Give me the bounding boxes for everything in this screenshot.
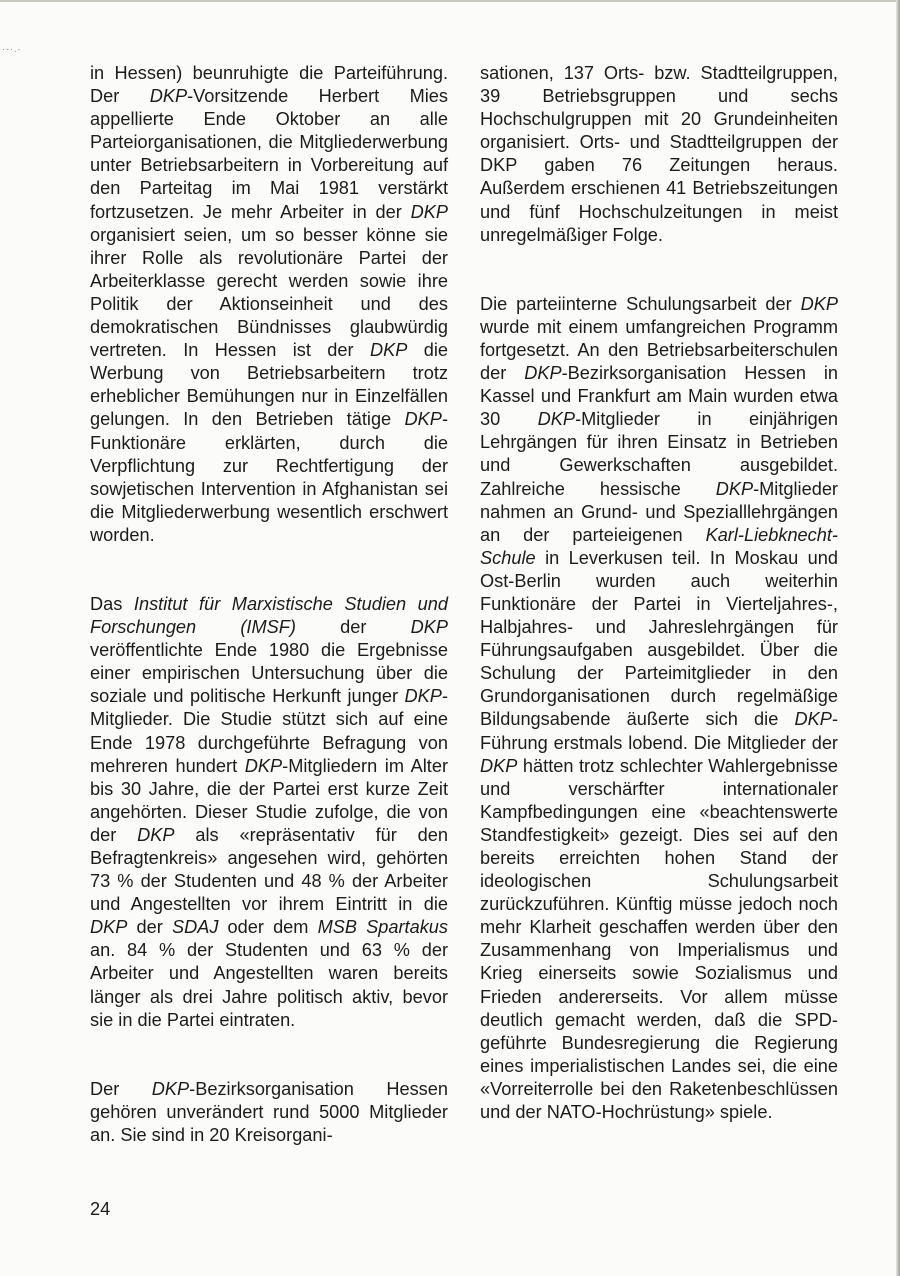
italic-term: DKP: [794, 709, 832, 730]
text-run: hätten trotz schlechter Wahlergebnisse und verschärfter internationaler Kampfbedingungen eine «beachtenswerte Standfestigkeit» gezeigt. Dies sei auf den bereits erreichten hohen Stand der ideologischen Schulungsarbeit zurückzuführen. Künftig müsse jedoch noch mehr Klarheit geschaffen werden über den Zusammenhang von Imperialismus und Krieg einerseits sowie Sozialismus und Frieden andererseits. Vor allem müsse deutlich gemacht werden, daß die SPD-geführte Bundesregierung die Regierung eines imperialistischen Landes sei, die eine «Vorreiterrolle bei den Raketenbeschlüssen und der NATO-Hochrüstung» spiele.: [480, 755, 838, 1123]
page-number: 24: [90, 1199, 111, 1219]
italic-term: DKP: [410, 201, 448, 222]
text-run: an. 84 % der Studenten und 63 % der Arbeiter und Angestellten waren bereits länger als drei Jahre politisch aktiv, bevor sie in die Partei eintraten.: [90, 940, 448, 1030]
italic-term: DKP: [244, 755, 283, 776]
text-run: wurde mit einem umfangreichen Programm fortgesetzt. An den Betriebsarbeiterschulen der: [480, 316, 838, 384]
left-text-column: [90, 62, 448, 1147]
italic-term: DKP: [410, 617, 448, 638]
paragraph-party-recruitment: [90, 62, 448, 547]
scan-margin-mark: ·-·.·: [2, 44, 22, 54]
italic-term: Karl-Liebknecht-Schule: [480, 524, 838, 568]
italic-term: Institut für Marxistische Studien und Forschungen (IMSF): [90, 593, 448, 638]
page-right-edge: [896, 0, 900, 1276]
text-run: -Funktionäre erklärten, durch die Verpflichtung zur Rechtfertigung der sowjetischen Intervention in Afghanistan sei die Mitgliederwerbung wesentlich erschwert worden.: [90, 409, 448, 545]
text-run: organisiert seien, um so besser könne sie ihrer Rolle als revolutionäre Partei der Arbeiterklasse gerecht werden sowie ihre Politik der Aktionseinheit und des demokratischen Bündnisses glaubwürdig vertreten. In Hessen ist der: [90, 224, 448, 361]
text-run: -Vorsitzende Herbert Mies appellierte Ende Oktober an alle Parteiorganisationen, die Mitgliederwerbung unter Betriebsarbeitern in Vorbereitung auf den Parteitag im Mai 1981 verstärkt fortzusetzen. Je mehr Arbeiter in der: [90, 86, 448, 222]
text-run: -Mitgliedern im Alter bis 30 Jahre, die der Partei erst kurze Zeit angehörten. Dieser Studie zufolge, die von der: [90, 755, 448, 845]
italic-term: MSB Spartakus: [317, 917, 448, 938]
italic-term: DKP: [480, 755, 518, 776]
italic-term: DKP: [524, 363, 562, 384]
text-run: als «repräsentativ für den Befragtenkreis» angesehen wird, gehörten 73 % der Studenten und 48 % der Arbeiter und Angestellten vor ihrem Eintritt in die: [90, 824, 448, 915]
text-run: oder dem: [218, 917, 318, 938]
text-run: Die parteiinterne Schulungsarbeit der: [480, 293, 801, 314]
paragraph-hessen-groups: [480, 62, 838, 247]
italic-term: DKP: [800, 293, 838, 314]
paragraph-hessen-membership: [90, 1078, 448, 1147]
text-run: -Mitglieder in einjährigen Lehrgängen für ihren Einsatz in Betrieben und Gewerkschaften ausgebildet. Zahlreiche hessische: [480, 409, 838, 499]
text-run: -Bezirksorganisation Hessen gehören unverändert rund 5000 Mitglieder an. Sie sind in 20 Kreisorgani-: [90, 1078, 448, 1145]
italic-term: DKP: [404, 686, 442, 707]
italic-term: DKP: [149, 86, 188, 107]
text-run: -Bezirksorganisation Hessen in Kassel und Frankfurt am Main wurden etwa 30: [480, 363, 839, 430]
italic-term: DKP: [715, 478, 754, 499]
text-run: der: [127, 917, 172, 938]
text-run: sationen, 137 Orts- bzw. Stadtteilgruppen, 39 Betriebsgruppen und sechs Hochschulgruppen mit 20 Grundeinheiten organisiert. Orts- und Stadtteilgruppen der DKP gaben 76 Zeitungen heraus. Außerdem erschienen 41 Betriebszeitungen und fünf Hochschulzeitungen in meist unregelmäßiger Folge.: [480, 63, 838, 245]
italic-term: DKP: [537, 409, 576, 430]
text-run: in Leverkusen teil. In Moskau und Ost-Berlin wurden auch weiterhin Funktionäre der Partei in Vierteljahres-, Halbjahres- und Jahreslehrgängen für Führungsaufgaben ausgebildet. Über die Schulung der Parteimitglieder in den Grundorganisationen durch regelmäßige Bildungsabende äußerte sich die: [480, 547, 838, 730]
right-text-column: [480, 62, 838, 1124]
italic-term: DKP: [369, 340, 408, 361]
text-run: veröffentlichte Ende 1980 die Ergebnisse einer empirischen Untersuchung über die soziale und politische Herkunft junger: [90, 640, 448, 707]
italic-term: SDAJ: [171, 917, 219, 938]
text-run: Das: [90, 593, 134, 614]
text-run: in Hessen) beunruhigte die Parteiführung. Der: [90, 63, 448, 107]
text-run: -Führung erstmals lobend. Die Mitglieder der: [480, 709, 838, 753]
italic-term: DKP: [404, 409, 442, 430]
text-run: -Mitglieder. Die Studie stützt sich auf eine Ende 1978 durchgeführte Befragung von mehreren hundert: [90, 686, 448, 776]
paragraph-party-training: [480, 293, 838, 1124]
text-run: der: [295, 617, 411, 638]
text-run: die Werbung von Betriebsarbeitern trotz erheblicher Bemühungen nur in Einzelfällen gelungen. In den Betrieben tätige: [90, 340, 448, 430]
page-top-edge: [0, 0, 900, 2]
text-run: Der: [90, 1078, 152, 1099]
text-run: -Mitglieder nahmen an Grund- und Spezialllehrgängen an der parteieigenen: [480, 478, 838, 545]
italic-term: DKP: [151, 1078, 190, 1099]
italic-term: DKP: [137, 824, 175, 845]
paragraph-imsf-study: [90, 593, 448, 1032]
italic-term: DKP: [90, 917, 128, 938]
